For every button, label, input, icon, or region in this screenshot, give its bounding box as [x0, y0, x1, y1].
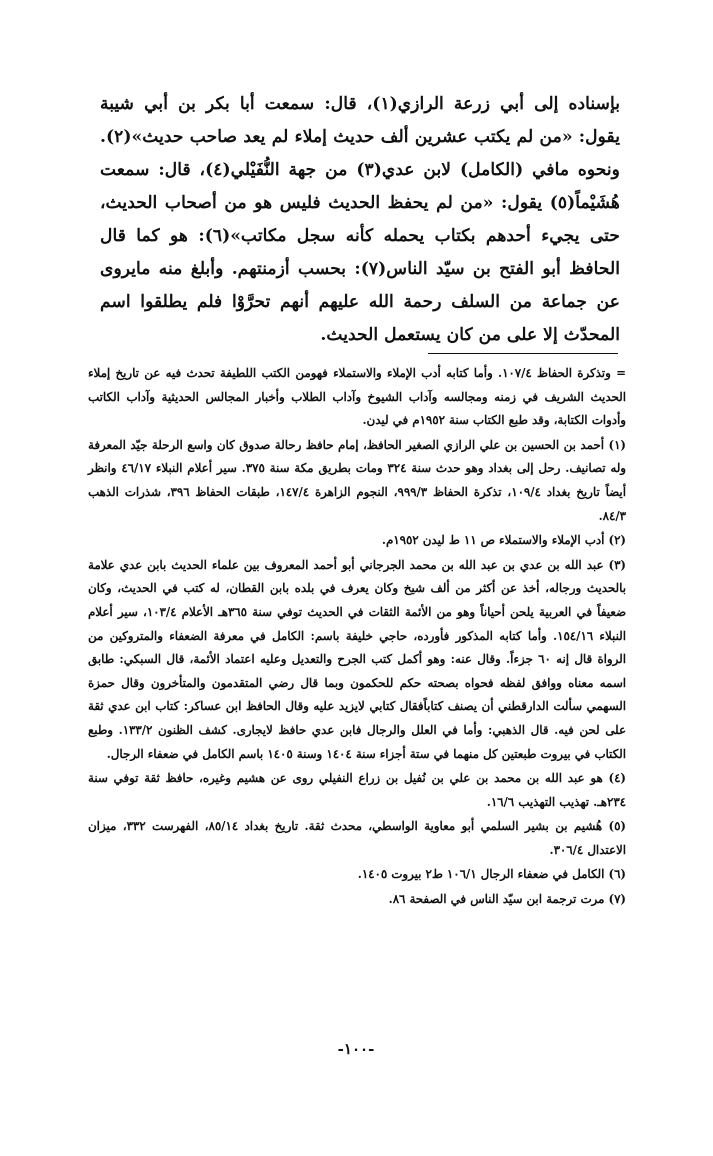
- page-number: -١٠٠-: [337, 1040, 375, 1058]
- footnote-6: (٦) الكامل في ضعفاء الرجال ١٠٦/١ ط٢ بيروت ١٤٠٥.: [357, 867, 626, 882]
- footnote-7: (٧) مرت ترجمة ابن سيّد الناس في الصفحة ٨٦.: [388, 892, 626, 907]
- footnote-4: (٤) هو عبد الله بن محمد بن علي بن نُفيل بن زراع النفيلي روى عن هشيم وغيره، حافظ ثقة توفي سنة ٢٣٤هـ. تهذيب التهذيب ١٦/٦.: [88, 771, 626, 809]
- footnote-5: (٥) هُشيم بن بشير السلمي أبو معاوية الواسطي، محدث ثقة. تاريخ بغداد ٨٥/١٤، الفهرست ٣٣٢، ميزان الاعتدال ٣٠٦/٤.: [88, 819, 627, 857]
- footnote-2: (٢) أدب الإملاء والاستملاء ص ١١ ط ليدن ١٩٥٢م.: [381, 533, 626, 548]
- main-text: بإسناده إلى أبي زرعة الرازي(١)، قال: سمعت أبا بكر بن أبي شيبة يقول: «من لم يكتب عشرين ألف حديث إملاء لم يعد صاحب حديث»(٢). ونحوه مافي (الكامل) لابن عدي(٣) من جهة النُّفَيْلي(٤)، قال: سمعت هُشَيْماً(٥) يقول: «من لم يحفظ الحديث فليس هو من أصحاب الحديث، حتى يجيء أحدهم بكتاب يحمله كأنه سجل مكاتب»(٦): هو كما قال الحافظ أبو الفتح بن سيّد الناس(٧): بحسب أزمنتهم. وأبلغ منه مايروى عن جماعة من السلف رحمة الله عليهم أنهم تحرَّوْا فلم يطلقوا اسم المحدّث إلا على من كان يستعمل الحديث.: [100, 94, 621, 345]
- footnotes: [88, 362, 626, 913]
- footnote-divider: [428, 353, 618, 354]
- footnote-3: (٣) عبد الله بن عدي بن عبد الله بن محمد الجرجاني أبو أحمد المعروف بين علماء الحديث بابن عدي علامة بالحديث ورجاله، أخذ عن أكثر من ألف شيخ وكان يعرف في بلده بابن القطان، له كتب في الحديث، وكان ضعيفاً في العربية يلحن أحياناً وهو من الأئمة الثقات في الحديث توفي سنة ٣٦٥هـ الأعلام ١٠٣/٤، سير أعلام النبلاء ١٥٤/١٦. وأما كتابه المذكور فأورده، حاجي خليفة باسم: الكامل في معرفة الضعفاء والمتروكين من الرواة قال إنه ٦٠ جزءاً. وقال عنه: وهو أكمل كتب الجرح والتعديل وعليه اعتماد الأئمة، قال السبكي: طابق اسمه معناه ووافق لفظه فحواه بصحته حكم للحكمون وبما قال رضي المتقدمون والمتأخرون وقال حمزة السهمي سألت الدارقطني أن يصنف كتاباًفقال كتابي لايزيد عليه وقال الحافظ ابن عساكر: كتاب ابن عدي ثقة على لحن فيه. قال الذهبي: وأما في العلل والرجال فابن عدي حافظ لايجارى. كشف الظنون ١٣٣/٢. وطبع الكتاب في بيروت طبعتين كل منهما في ستة أجزاء سنة ١٤٠٤ وسنة ١٤٠٥ باسم الكامل في ضعفاء الرجال.: [88, 557, 627, 761]
- footnote-continuation: = وتذكرة الحفاظ ١٠٧/٤. وأما كتابه أدب الإملاء والاستملاء فهومن الكتب اللطيفة تحدث فيه عن تاريخ إملاء الحديث الشريف في زمنه ومجالسه وآداب الشيوخ وآداب الطلاب وأخبار المجالس الحديثية وآداب الكاتب وأدوات الكتابة، وقد طبع الكتاب سنة ١٩٥٢م في ليدن.: [88, 366, 626, 428]
- footnote-1: (١) أحمد بن الحسين بن علي الرازي الصغير الحافظ، إمام حافظ رحالة صدوق كان واسع الرحلة جيّد المعرفة وله تصانيف. رحل إلى بغداد وهو حدث سنة ٣٢٤ ومات بطريق مكة سنة ٣٧٥. سير أعلام النبلاء ٤٦/١٧ وانظر أيضاً تاريخ بغداد ١٠٩/٤، تذكرة الحفاظ ٩٩٩/٣، النجوم الزاهرة ١٤٧/٤، طبقات الحفاظ ٣٩٦، شذرات الذهب ٨٤/٣.: [88, 437, 626, 523]
